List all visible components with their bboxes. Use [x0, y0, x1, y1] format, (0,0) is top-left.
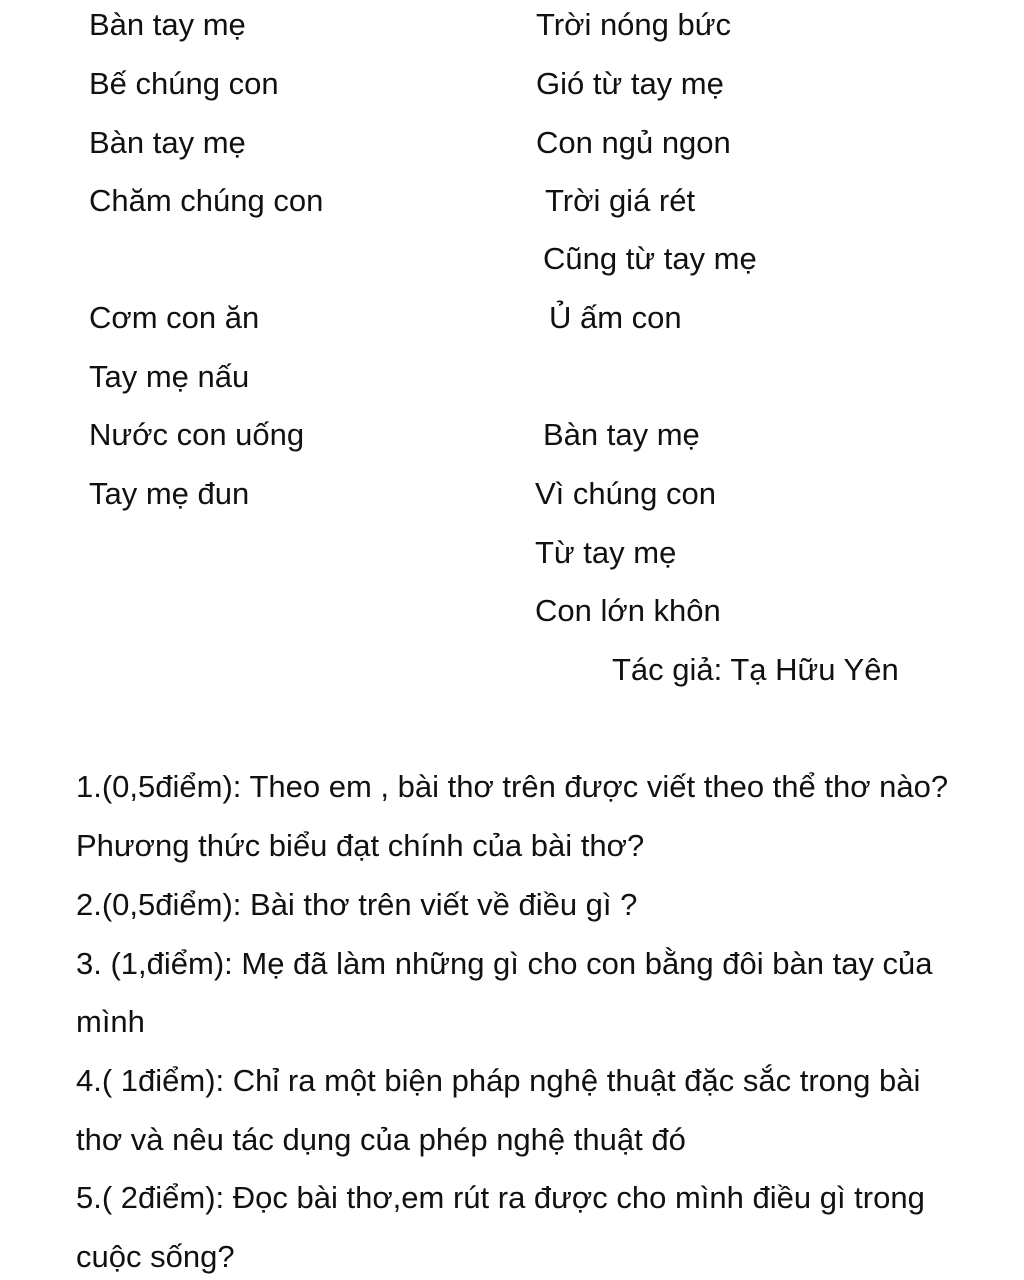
question-line: 1.(0,5điểm): Theo em , bài thơ trên được viết theo thể thơ nào? — [76, 769, 949, 804]
poem-author: Tác giả: Tạ Hữu Yên — [612, 652, 899, 687]
poem-right-line: Cũng từ tay mẹ — [543, 241, 757, 276]
poem-right-line: Con lớn khôn — [535, 593, 721, 628]
question-line: Phương thức biểu đạt chính của bài thơ? — [76, 828, 645, 863]
poem-left-line: Chăm chúng con — [89, 183, 324, 218]
poem-right-line: Con ngủ ngon — [536, 125, 731, 160]
question-line: cuộc sống? — [76, 1239, 235, 1274]
poem-right-line: Gió từ tay mẹ — [536, 66, 724, 101]
poem-left-line: Bế chúng con — [89, 66, 279, 101]
question-line: 3. (1,điểm): Mẹ đã làm những gì cho con bằng đôi bàn tay của — [76, 946, 933, 981]
poem-right-line: Vì chúng con — [535, 476, 716, 511]
poem-left-line: Bàn tay mẹ — [89, 7, 246, 42]
question-line: 4.( 1điểm): Chỉ ra một biện pháp nghệ thuật đặc sắc trong bài — [76, 1063, 921, 1098]
poem-left-line: Bàn tay mẹ — [89, 125, 246, 160]
poem-right-line: Trời nóng bức — [536, 7, 732, 42]
poem-right-line: Bàn tay mẹ — [543, 417, 700, 452]
poem-left-line: Tay mẹ nấu — [89, 359, 250, 394]
poem-right-line: Trời giá rét — [545, 183, 696, 218]
question-line: 5.( 2điểm): Đọc bài thơ,em rút ra được cho mình điều gì trong — [76, 1180, 925, 1215]
poem-left-line: Cơm con ăn — [89, 300, 260, 335]
poem-left-line: Nước con uống — [89, 417, 305, 452]
poem-left-line: Tay mẹ đun — [89, 476, 250, 511]
question-line: thơ và nêu tác dụng của phép nghệ thuật đó — [76, 1122, 686, 1157]
poem-right-line: Từ tay mẹ — [535, 535, 677, 570]
question-line: 2.(0,5điểm): Bài thơ trên viết về điều gì ? — [76, 887, 638, 922]
poem-right-line: Ủ ấm con — [549, 300, 682, 335]
question-line: mình — [76, 1004, 145, 1039]
